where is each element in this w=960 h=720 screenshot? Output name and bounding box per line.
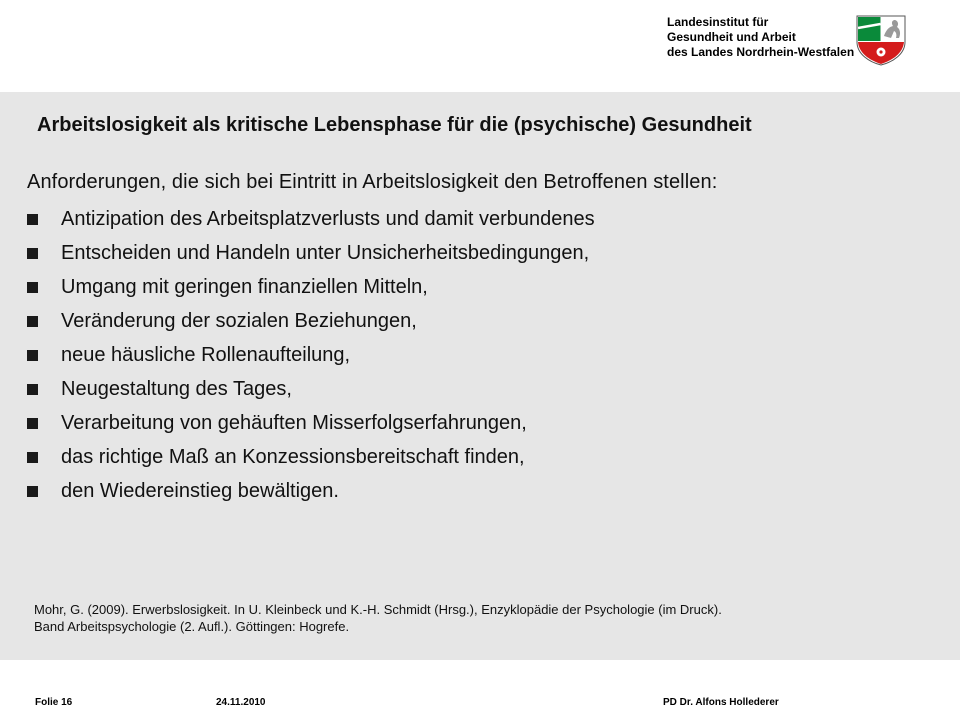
bullet-square-icon — [27, 214, 38, 225]
slide-title: Arbeitslosigkeit als kritische Lebensphase für die (psychische) Gesundheit — [37, 114, 752, 136]
institute-name — [667, 15, 854, 60]
list-item — [27, 440, 595, 474]
bullet-list — [27, 202, 595, 508]
list-item-text: Verarbeitung von gehäuften Misserfolgserfahrungen, — [61, 411, 527, 434]
reference-citation — [34, 601, 722, 635]
list-item — [27, 372, 595, 406]
header — [0, 0, 960, 92]
bullet-square-icon — [27, 418, 38, 429]
footer-date: 24.11.2010 — [216, 697, 266, 708]
list-item-text: Veränderung der sozialen Beziehungen, — [61, 309, 417, 332]
list-item-text: Neugestaltung des Tages, — [61, 377, 292, 400]
bullet-square-icon — [27, 282, 38, 293]
list-item — [27, 270, 595, 304]
list-item — [27, 406, 595, 440]
bullet-square-icon — [27, 350, 38, 361]
list-item-text: den Wiedereinstieg bewältigen. — [61, 479, 339, 502]
list-item — [27, 304, 595, 338]
institute-line: Landesinstitut für — [667, 15, 769, 29]
list-item — [27, 236, 595, 270]
institute-line: des Landes Nordrhein-Westfalen — [667, 45, 855, 59]
list-item — [27, 202, 595, 236]
reference-line: Mohr, G. (2009). Erwerbslosigkeit. In U. Kleinbeck und K.-H. Schmidt (Hrsg.), Enzyklopädie der Psychologie (im Druck). — [34, 602, 722, 617]
bullet-square-icon — [27, 248, 38, 259]
intro-text: Anforderungen, die sich bei Eintritt in Arbeitslosigkeit den Betroffenen stellen: — [27, 171, 718, 193]
bullet-square-icon — [27, 486, 38, 497]
institute-line: Gesundheit und Arbeit — [667, 30, 796, 44]
bullet-square-icon — [27, 316, 38, 327]
bullet-square-icon — [27, 452, 38, 463]
list-item-text: Umgang mit geringen finanziellen Mitteln, — [61, 275, 428, 298]
list-item — [27, 338, 595, 372]
reference-line: Band Arbeitspsychologie (2. Aufl.). Göttingen: Hogrefe. — [34, 619, 350, 634]
bullet-square-icon — [27, 384, 38, 395]
list-item — [27, 474, 595, 508]
list-item-text: Entscheiden und Handeln unter Unsicherheitsbedingungen, — [61, 241, 590, 264]
list-item-text: das richtige Maß an Konzessionsbereitschaft finden, — [61, 445, 525, 468]
footer-author: PD Dr. Alfons Hollederer — [663, 697, 779, 708]
nrw-coat-of-arms-icon — [853, 14, 909, 66]
list-item-text: Antizipation des Arbeitsplatzverlusts und damit verbundenes — [61, 207, 595, 230]
footer-slide-number: Folie 16 — [35, 697, 73, 708]
list-item-text: neue häusliche Rollenaufteilung, — [61, 343, 351, 366]
